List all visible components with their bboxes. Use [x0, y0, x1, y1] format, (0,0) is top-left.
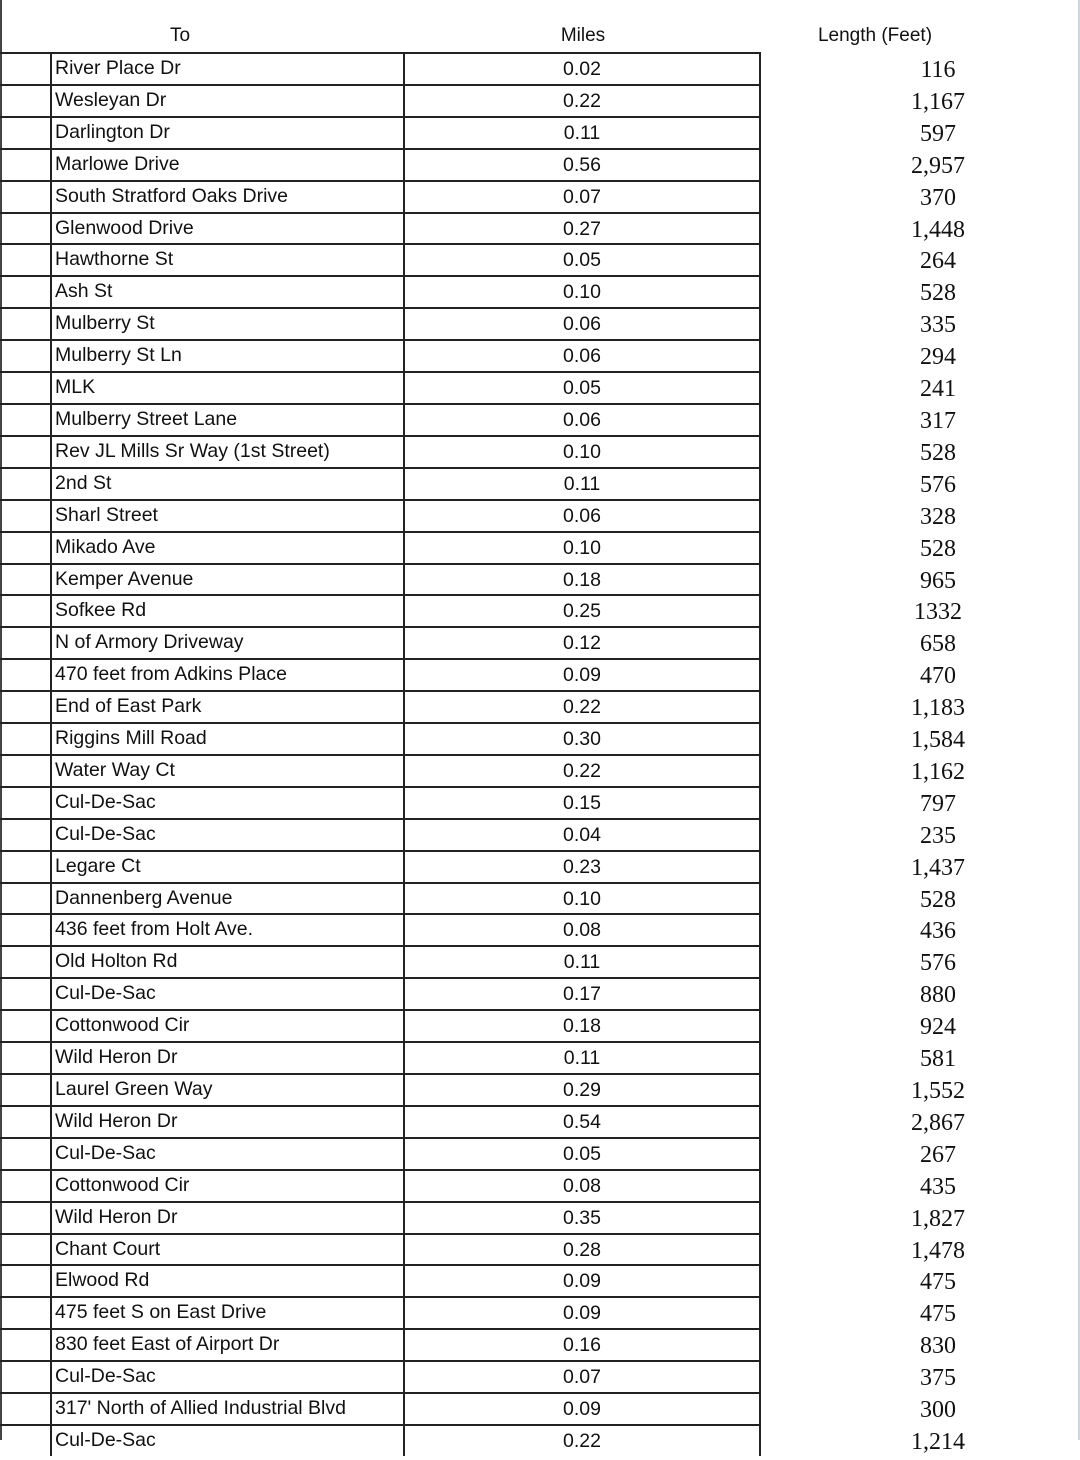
row-leading-cell	[0, 563, 50, 595]
cell-length-feet: 1,827	[911, 1205, 965, 1232]
cell-length-feet: 1,162	[911, 758, 965, 785]
cell-to: Cul-De-Sac	[50, 1360, 405, 1392]
cell-to: Mulberry St	[50, 307, 405, 339]
cell-to: Cul-De-Sac	[50, 977, 405, 1009]
row-leading-cell	[0, 212, 50, 244]
table-row	[0, 371, 1080, 403]
table-row	[0, 1041, 1080, 1073]
cell-to: Mulberry St Ln	[50, 339, 405, 371]
table-row	[0, 626, 1080, 658]
road-table-body	[0, 52, 1080, 1456]
cell-length-feet: 1,478	[911, 1237, 965, 1264]
row-leading-cell	[0, 626, 50, 658]
cell-miles: 0.16	[405, 1328, 761, 1360]
row-leading-cell	[0, 850, 50, 882]
cell-miles: 0.06	[405, 307, 761, 339]
row-leading-cell	[0, 977, 50, 1009]
cell-to: Hawthorne St	[50, 243, 405, 275]
cell-to: N of Armory Driveway	[50, 626, 405, 658]
row-leading-cell	[0, 499, 50, 531]
table-row	[0, 531, 1080, 563]
row-leading-cell	[0, 1105, 50, 1137]
table-row	[0, 1137, 1080, 1169]
row-leading-cell	[0, 243, 50, 275]
cell-miles: 0.11	[405, 116, 761, 148]
cell-length-feet: 475	[920, 1301, 956, 1328]
table-row	[0, 403, 1080, 435]
cell-length-feet: 1,183	[911, 695, 965, 722]
row-leading-cell	[0, 403, 50, 435]
cell-to: Laurel Green Way	[50, 1073, 405, 1105]
table-row	[0, 275, 1080, 307]
column-header-miles: Miles	[560, 25, 606, 46]
cell-length-feet: 528	[920, 535, 956, 562]
cell-to: Sofkee Rd	[50, 594, 405, 626]
table-row	[0, 1169, 1080, 1201]
cell-length-feet: 830	[920, 1333, 956, 1360]
cell-to: 475 feet S on East Drive	[50, 1296, 405, 1328]
cell-to: 470 feet from Adkins Place	[50, 658, 405, 690]
cell-length-feet: 294	[920, 344, 956, 371]
cell-miles: 0.17	[405, 977, 761, 1009]
cell-length-feet: 116	[920, 57, 956, 83]
cell-miles: 0.28	[405, 1233, 761, 1265]
cell-to: Cul-De-Sac	[50, 1137, 405, 1169]
cell-miles: 0.10	[405, 275, 761, 307]
row-leading-cell	[0, 1424, 50, 1456]
row-leading-cell	[0, 180, 50, 212]
row-leading-cell	[0, 52, 50, 84]
cell-length-feet: 1,437	[911, 854, 965, 881]
table-row	[0, 1264, 1080, 1296]
row-leading-cell	[0, 658, 50, 690]
table-row	[0, 1105, 1080, 1137]
cell-length-feet: 1332	[914, 599, 962, 626]
table-row	[0, 913, 1080, 945]
row-leading-cell	[0, 1009, 50, 1041]
table-row	[0, 339, 1080, 371]
cell-miles: 0.30	[405, 722, 761, 754]
table-row	[0, 818, 1080, 850]
cell-to: Cottonwood Cir	[50, 1169, 405, 1201]
row-leading-cell	[0, 339, 50, 371]
cell-to: Old Holton Rd	[50, 945, 405, 977]
cell-miles: 0.11	[405, 467, 761, 499]
cell-miles: 0.11	[405, 1041, 761, 1073]
table-row	[0, 307, 1080, 339]
cell-to: Darlington Dr	[50, 116, 405, 148]
cell-miles: 0.10	[405, 882, 761, 914]
row-leading-cell	[0, 148, 50, 180]
cell-miles: 0.10	[405, 531, 761, 563]
cell-to: Mulberry Street Lane	[50, 403, 405, 435]
row-leading-cell	[0, 275, 50, 307]
cell-miles: 0.15	[405, 786, 761, 818]
table-row	[0, 754, 1080, 786]
cell-length-feet: 965	[920, 567, 956, 594]
row-leading-cell	[0, 435, 50, 467]
table-row	[0, 1233, 1080, 1265]
cell-length-feet: 924	[920, 1014, 956, 1041]
cell-to: South Stratford Oaks Drive	[50, 180, 405, 212]
table-row	[0, 1392, 1080, 1424]
cell-miles: 0.05	[405, 243, 761, 275]
cell-miles: 0.09	[405, 1264, 761, 1296]
cell-to: Legare Ct	[50, 850, 405, 882]
row-leading-cell	[0, 307, 50, 339]
row-leading-cell	[0, 1233, 50, 1265]
cell-to: Ash St	[50, 275, 405, 307]
table-row	[0, 212, 1080, 244]
cell-to: Cul-De-Sac	[50, 818, 405, 850]
cell-length-feet: 241	[920, 376, 956, 403]
cell-miles: 0.11	[405, 945, 761, 977]
table-row	[0, 116, 1080, 148]
cell-length-feet: 2,867	[911, 1109, 965, 1136]
cell-length-feet: 576	[920, 950, 956, 977]
row-leading-cell	[0, 116, 50, 148]
table-row	[0, 467, 1080, 499]
row-leading-cell	[0, 786, 50, 818]
table-row	[0, 243, 1080, 275]
cell-to: MLK	[50, 371, 405, 403]
table-row	[0, 1009, 1080, 1041]
cell-to: Dannenberg Avenue	[50, 882, 405, 914]
row-leading-cell	[0, 945, 50, 977]
cell-length-feet: 328	[920, 503, 956, 530]
table-row	[0, 690, 1080, 722]
row-leading-cell	[0, 1328, 50, 1360]
cell-miles: 0.18	[405, 563, 761, 595]
table-row	[0, 563, 1080, 595]
cell-length-feet: 475	[920, 1269, 956, 1296]
row-leading-cell	[0, 467, 50, 499]
cell-to: Wild Heron Dr	[50, 1105, 405, 1137]
row-leading-cell	[0, 1264, 50, 1296]
cell-length-feet: 435	[920, 1173, 956, 1200]
cell-to: Chant Court	[50, 1233, 405, 1265]
cell-miles: 0.56	[405, 148, 761, 180]
cell-miles: 0.27	[405, 212, 761, 244]
cell-length-feet: 335	[920, 312, 956, 339]
row-leading-cell	[0, 1041, 50, 1073]
cell-length-feet: 2,957	[911, 152, 965, 179]
cell-to: Cul-De-Sac	[50, 786, 405, 818]
table-row	[0, 180, 1080, 212]
row-leading-cell	[0, 1360, 50, 1392]
table-row	[0, 945, 1080, 977]
cell-to: Wild Heron Dr	[50, 1041, 405, 1073]
cell-miles: 0.09	[405, 1392, 761, 1424]
table-row	[0, 435, 1080, 467]
cell-miles: 0.09	[405, 1296, 761, 1328]
cell-miles: 0.07	[405, 180, 761, 212]
table-row	[0, 786, 1080, 818]
cell-to: Glenwood Drive	[50, 212, 405, 244]
cell-length-feet: 264	[920, 248, 956, 275]
cell-miles: 0.05	[405, 371, 761, 403]
cell-miles: 0.54	[405, 1105, 761, 1137]
table-row	[0, 594, 1080, 626]
cell-length-feet: 267	[920, 1141, 956, 1168]
table-row	[0, 1328, 1080, 1360]
cell-miles: 0.22	[405, 754, 761, 786]
cell-length-feet: 597	[920, 120, 956, 147]
cell-miles: 0.06	[405, 499, 761, 531]
column-header-to: To	[169, 25, 191, 46]
cell-miles: 0.06	[405, 339, 761, 371]
cell-miles: 0.10	[405, 435, 761, 467]
row-leading-cell	[0, 1137, 50, 1169]
cell-length-feet: 436	[920, 918, 956, 945]
row-leading-cell	[0, 913, 50, 945]
cell-miles: 0.25	[405, 594, 761, 626]
row-leading-cell	[0, 690, 50, 722]
cell-miles: 0.08	[405, 913, 761, 945]
row-leading-cell	[0, 754, 50, 786]
cell-to: Water Way Ct	[50, 754, 405, 786]
table-row	[0, 882, 1080, 914]
cell-length-feet: 1,167	[911, 88, 965, 115]
row-leading-cell	[0, 371, 50, 403]
cell-length-feet: 797	[920, 790, 956, 817]
cell-to: Rev JL Mills Sr Way (1st Street)	[50, 435, 405, 467]
cell-length-feet: 658	[920, 631, 956, 658]
table-row	[0, 1073, 1080, 1105]
table-row	[0, 84, 1080, 116]
cell-to: River Place Dr	[50, 52, 405, 84]
cell-miles: 0.07	[405, 1360, 761, 1392]
table-row	[0, 499, 1080, 531]
table-row	[0, 1201, 1080, 1233]
cell-miles: 0.02	[405, 52, 761, 84]
cell-length-feet: 576	[920, 471, 956, 498]
cell-to: 2nd St	[50, 467, 405, 499]
cell-length-feet: 528	[920, 439, 956, 466]
cell-miles: 0.18	[405, 1009, 761, 1041]
table-row	[0, 52, 1080, 84]
row-leading-cell	[0, 1296, 50, 1328]
cell-length-feet: 880	[920, 982, 956, 1009]
cell-miles: 0.09	[405, 658, 761, 690]
cell-miles: 0.22	[405, 1424, 761, 1456]
cell-length-feet: 470	[920, 663, 956, 690]
cell-miles: 0.12	[405, 626, 761, 658]
cell-to: Wild Heron Dr	[50, 1201, 405, 1233]
row-leading-cell	[0, 818, 50, 850]
cell-length-feet: 300	[920, 1397, 956, 1424]
cell-to: 830 feet East of Airport Dr	[50, 1328, 405, 1360]
table-row	[0, 658, 1080, 690]
row-leading-cell	[0, 1201, 50, 1233]
cell-miles: 0.35	[405, 1201, 761, 1233]
row-leading-cell	[0, 722, 50, 754]
cell-length-feet: 1,552	[911, 1078, 965, 1104]
cell-miles: 0.22	[405, 84, 761, 116]
cell-miles: 0.05	[405, 1137, 761, 1169]
row-leading-cell	[0, 1073, 50, 1105]
cell-to: Marlowe Drive	[50, 148, 405, 180]
cell-miles: 0.04	[405, 818, 761, 850]
row-leading-cell	[0, 882, 50, 914]
cell-to: Riggins Mill Road	[50, 722, 405, 754]
table-row	[0, 1296, 1080, 1328]
table-row	[0, 977, 1080, 1009]
cell-miles: 0.06	[405, 403, 761, 435]
cell-length-feet: 375	[920, 1365, 956, 1392]
table-row	[0, 1424, 1080, 1456]
cell-to: Cottonwood Cir	[50, 1009, 405, 1041]
cell-to: Sharl Street	[50, 499, 405, 531]
cell-length-feet: 235	[920, 822, 956, 849]
cell-miles: 0.22	[405, 690, 761, 722]
cell-length-feet: 528	[920, 886, 956, 913]
cell-miles: 0.23	[405, 850, 761, 882]
cell-to: Wesleyan Dr	[50, 84, 405, 116]
cell-length-feet: 1,584	[911, 727, 965, 754]
table-row	[0, 850, 1080, 882]
cell-length-feet: 528	[920, 280, 956, 307]
row-leading-cell	[0, 1169, 50, 1201]
cell-length-feet: 1,214	[911, 1428, 965, 1455]
row-leading-cell	[0, 1392, 50, 1424]
cell-to: 317' North of Allied Industrial Blvd	[50, 1392, 405, 1424]
cell-length-feet: 1,448	[911, 216, 965, 243]
column-header-length: Length (Feet)	[817, 25, 933, 46]
row-leading-cell	[0, 531, 50, 563]
row-leading-cell	[0, 594, 50, 626]
table-row	[0, 148, 1080, 180]
cell-to: Kemper Avenue	[50, 563, 405, 595]
cell-to: End of East Park	[50, 690, 405, 722]
cell-to: Elwood Rd	[50, 1264, 405, 1296]
cell-to: Cul-De-Sac	[50, 1424, 405, 1456]
table-row	[0, 722, 1080, 754]
cell-length-feet: 581	[920, 1046, 956, 1073]
cell-to: Mikado Ave	[50, 531, 405, 563]
row-leading-cell	[0, 84, 50, 116]
cell-to: 436 feet from Holt Ave.	[50, 913, 405, 945]
cell-miles: 0.08	[405, 1169, 761, 1201]
cell-miles: 0.29	[405, 1073, 761, 1105]
cell-length-feet: 370	[920, 184, 956, 211]
cell-length-feet: 317	[920, 407, 956, 434]
table-row	[0, 1360, 1080, 1392]
